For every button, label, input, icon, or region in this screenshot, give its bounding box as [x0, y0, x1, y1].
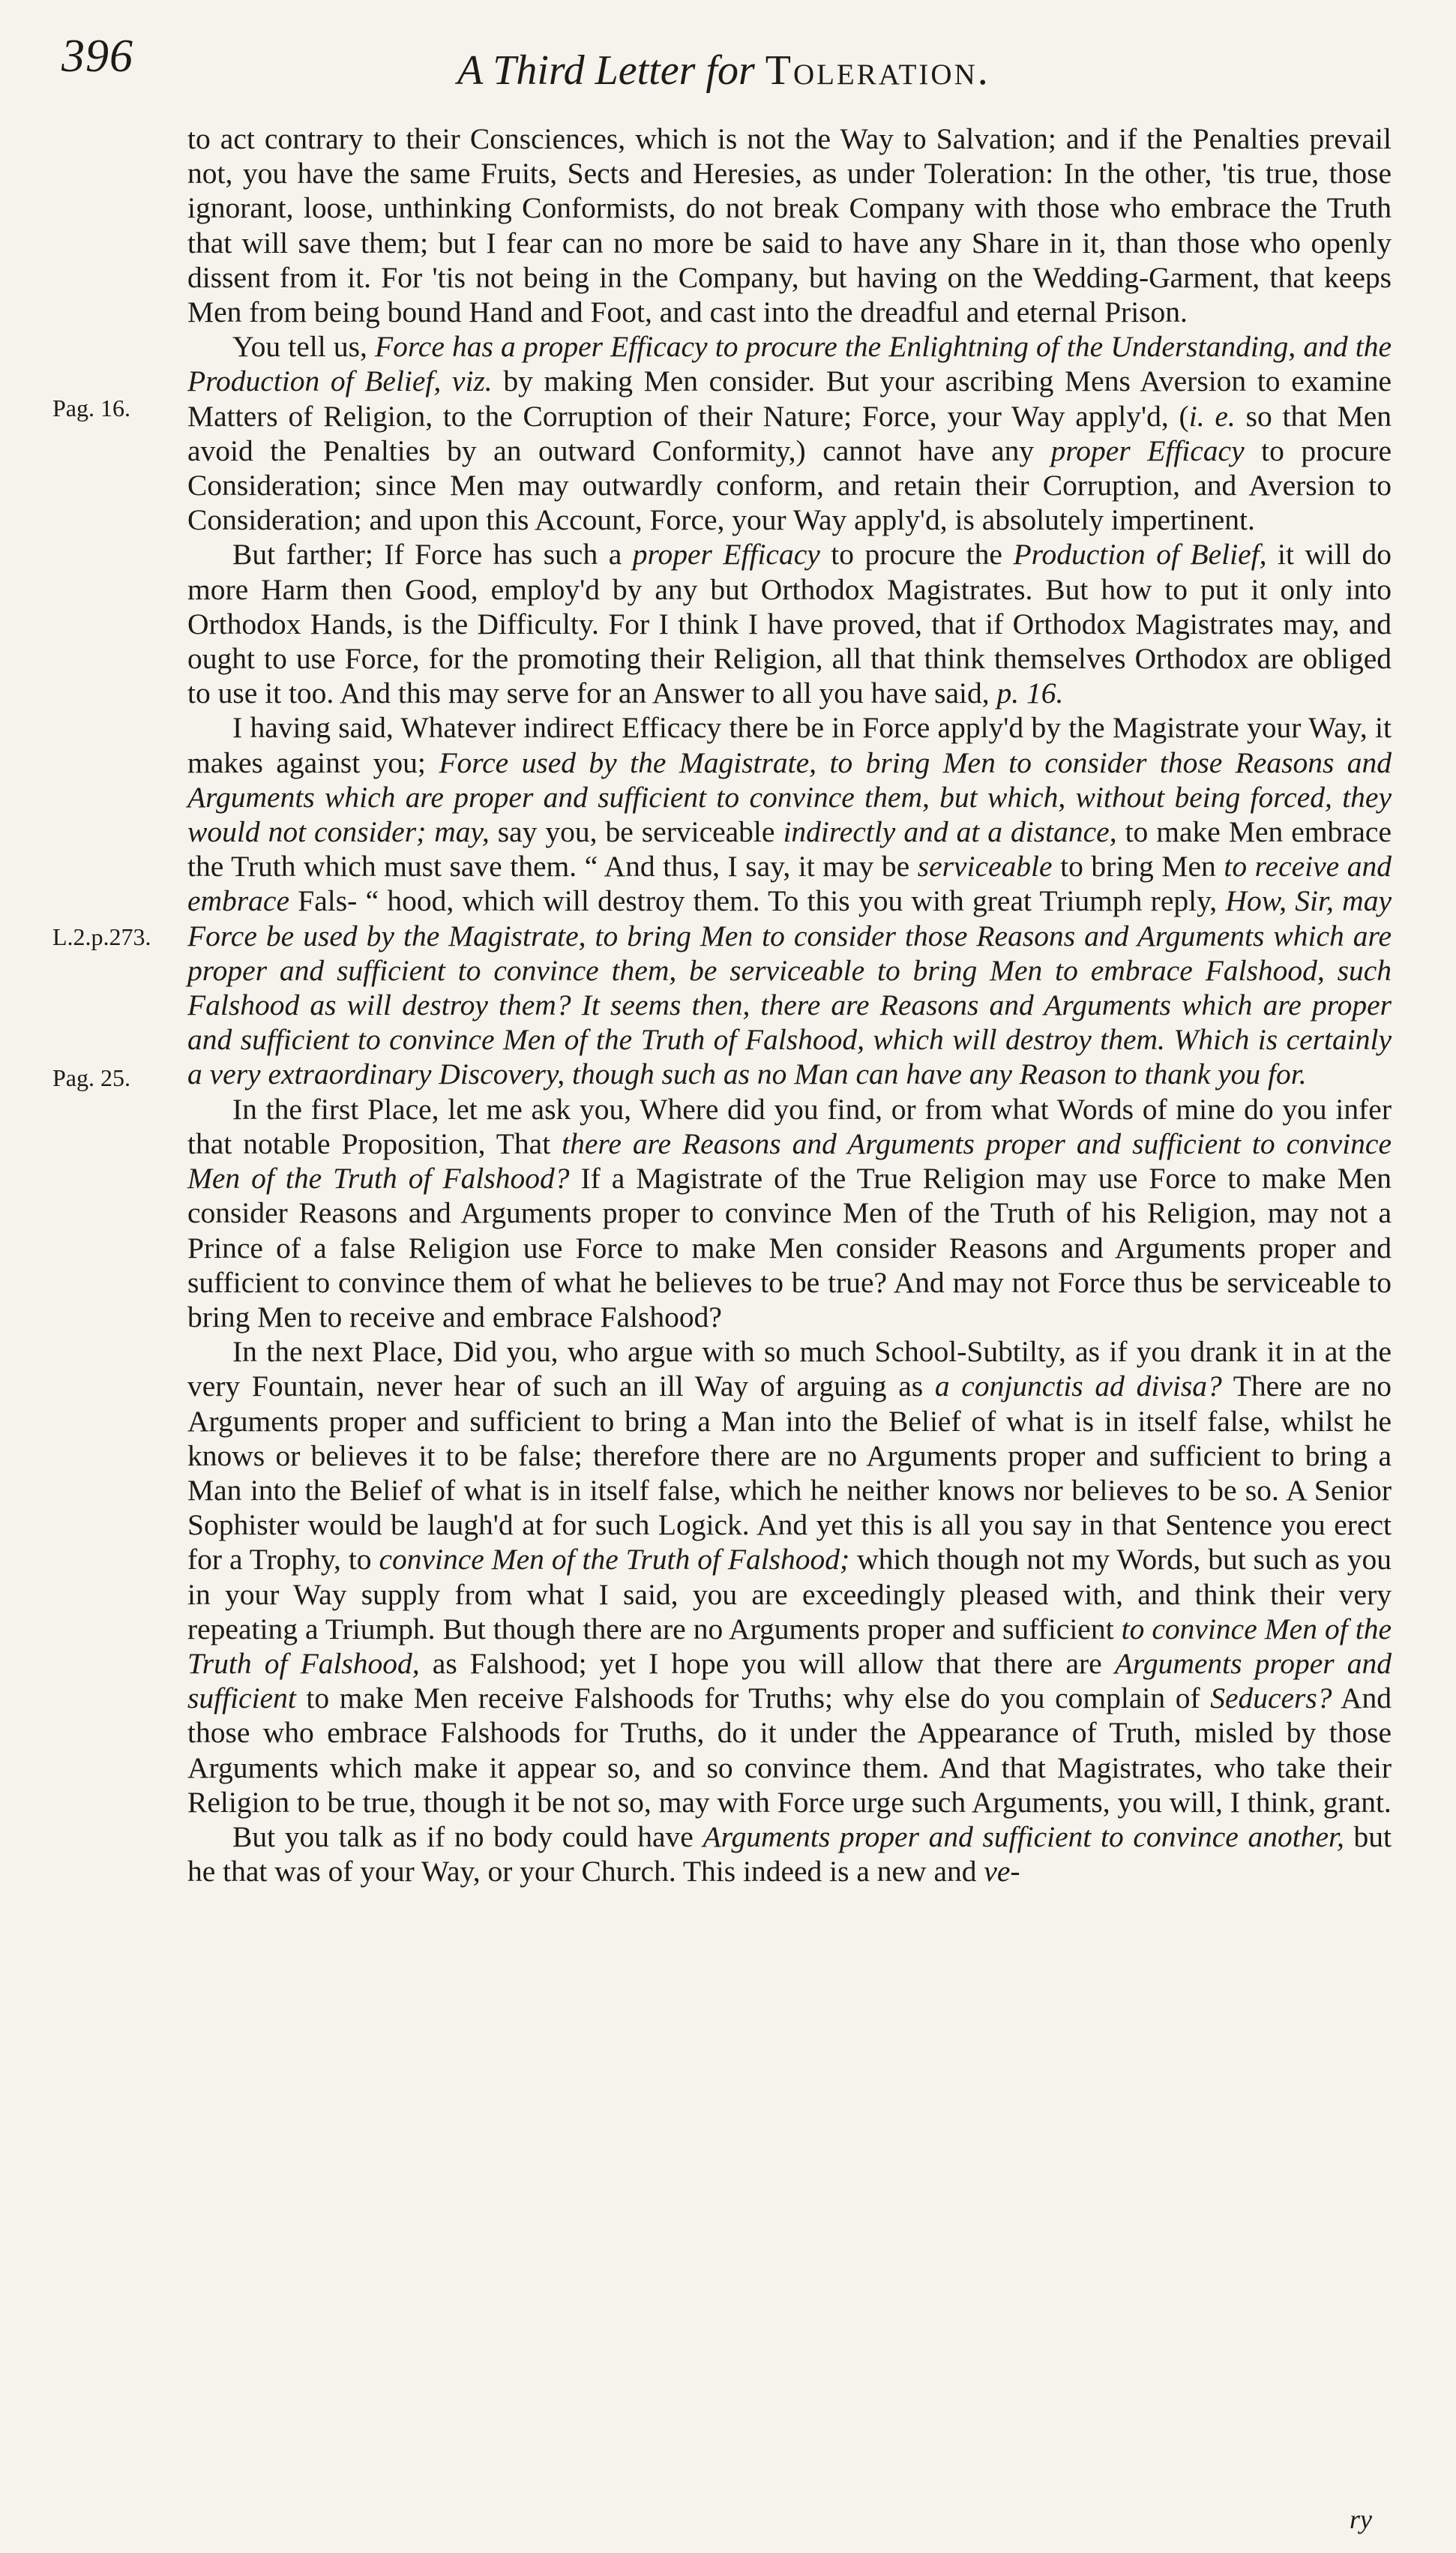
text-run: to procure Consideration; since Men may outwardly conform, and retain their Corruption, and Aversion to Consideration; and upon this Account, Force, your Way apply'd, is absolutely impertinent. [187, 434, 1392, 537]
text-run: which though not my Words, but such as you in your Way supply from what I said, you are exceedingly pleased with, and think their very repeating a Triumph. But though there are no Arguments proper and sufficient [187, 1543, 1392, 1646]
italic-run: a conjunctis ad divisa? [934, 1370, 1222, 1403]
text-run: But you talk as if no body could have [232, 1820, 703, 1853]
paragraph [187, 537, 1392, 710]
running-head-italic: A Third Letter for [457, 47, 755, 94]
text-run: If a Magistrate of the True Religion may use Force to make Men consider Reasons and Arguments proper to convince Men of the Truth of his Religion, may not a Prince of a false Religion use Force to make Men consider Reasons and Arguments proper and sufficient to convince them of what he believes to be true? And may not Force thus be serviceable to bring Men to receive and embrace Falshood? [187, 1162, 1392, 1334]
text-run: to bring Men [1052, 850, 1224, 884]
paragraph [187, 1820, 1392, 1888]
paragraph [187, 1334, 1392, 1820]
italic-run: convince Men of the Truth of Falshood; [379, 1543, 850, 1576]
paragraph [187, 1092, 1392, 1334]
page-number: 396 [61, 31, 133, 82]
text-run: Fals- “ hood, which will destroy them. To this you with great Triumph reply, [289, 884, 1226, 918]
paragraph [187, 710, 1392, 1091]
italic-run: Seducers? [1210, 1682, 1332, 1715]
italic-run: though such as no Man can have any Reason to thank you for. [571, 1058, 1307, 1091]
paragraph [187, 329, 1392, 537]
text-run: so that Men avoid the Penalties by an outward Conformity,) cannot have any [187, 399, 1392, 467]
italic-run: How, Sir, may Force be used by the Magistrate, to bring Men to consider those Reasons and Arguments which are proper and sufficient to convince them, be serviceable to bring Men to embrace Falshood, such Falshood as will destroy them? It seems then, there are Reasons and Arguments which are proper and sufficient to convince Men of the Truth of Falshood, which will destroy them. Which is certainly a very extraordinary Discovery, [187, 884, 1392, 1091]
italic-run: to convince Men of the Truth of Falshood, [187, 1612, 1392, 1680]
text-run: as Falshood; yet I hope you will allow that there are [419, 1646, 1115, 1680]
text-run: I having said, Whatever indirect Efficacy there be in Force apply'd by the Magistrate your Way, it makes against you; [187, 711, 1392, 779]
italic-run: to receive and embrace [187, 850, 1392, 918]
text-run: say you, be serviceable [489, 815, 783, 849]
running-head-caps: Toleration. [765, 47, 990, 94]
margin-note-pag-25: Pag. 25. [52, 1064, 130, 1091]
catchword: ry [1350, 2504, 1372, 2534]
italic-run: Arguments proper and sufficient [187, 1646, 1392, 1715]
italic-run: Force used by the Magistrate, to bring Men to consider those Reasons and Arguments which are proper and sufficient to convince them, but which, without being forced, they would not consider; may, [187, 746, 1392, 849]
italic-run: i. e. [1188, 399, 1236, 433]
text-run: by making Men consider. But your ascribing Mens Aversion to examine Matters of Religion, to the Corruption of their Nature; Force, your Way apply'd, ( [187, 364, 1392, 433]
italic-run: proper Efficacy [632, 538, 820, 572]
text-run: In the next Place, Did you, who argue with so much School-Subtilty, as if you drank it in at the very Fountain, never hear of such an ill Way of arguing as [187, 1335, 1392, 1403]
margin-note-l2-p273: L.2.p.273. [52, 923, 151, 950]
italic-run: indirectly and at a distance, [783, 815, 1117, 849]
italic-run: there are Reasons and Arguments proper and sufficient to convince Men of the Truth of Falshood? [187, 1126, 1392, 1196]
italic-run: p. 16. [996, 676, 1064, 710]
italic-run: Arguments proper and sufficient to convince another, [703, 1820, 1344, 1853]
text-run: to procure the [819, 538, 1014, 572]
margin-note-pag-16: Pag. 16. [52, 394, 130, 422]
body-text [187, 122, 1392, 1888]
text-run: but he that was of your Way, or your Church. This indeed is a new and [187, 1820, 1392, 1888]
italic-run: proper Efficacy [1050, 434, 1245, 467]
italic-run: serviceable [917, 850, 1053, 884]
text-run: to make Men embrace the Truth which must save them. “ And thus, I say, it may be [187, 815, 1392, 884]
text-run: And those who embrace Falshoods for Truths, do it under the Appearance of Truth, misled by those Arguments which make it appear so, and so convince them. And that Magistrates, who take their Religion to be true, though it be not so, may with Force urge such Arguments, you will, I think, grant. [187, 1682, 1392, 1819]
text-run: In the first Place, let me ask you, Where did you find, or from what Words of mine do you infer that notable Proposition, That [187, 1092, 1392, 1160]
text-run: But farther; If Force has such a [232, 538, 633, 572]
italic-run: ve- [984, 1855, 1020, 1888]
text-run: You tell us, [232, 330, 376, 364]
text-run [565, 1058, 572, 1090]
running-head [457, 46, 990, 94]
text-run: to act contrary to their Consciences, which is not the Way to Salvation; and if the Penalties prevail not, you have the same Fruits, Sects and Heresies, as under Toleration: In the other, 'tis true, those ignorant, loose, unthinking Conformists, do not break Company with those who embrace the Truth that will save them; but I fear can no more be said to have any Share in it, than those who openly dissent from it. For 'tis not being in the Company, but having on the Wedding-Garment, that keeps Men from being bound Hand and Foot, and cast into the dreadful and eternal Prison. [187, 122, 1392, 329]
text-run: it will do more Harm then Good, employ'd by any but Orthodox Magistrates. But how to put it only into Orthodox Hands, is the Difficulty. For I think I have proved, that if Orthodox Magistrates may, and ought to use Force, for the promoting their Religion, all that think themselves Orthodox are obliged to use it too. And this may serve for an Answer to all you have said, [187, 538, 1392, 710]
paragraph [187, 122, 1392, 329]
italic-run: Force has a proper Efficacy to procure the Enlightning of the Understanding, and the Production of Belief, viz. [187, 330, 1392, 398]
text-run: There are no Arguments proper and sufficient to bring a Man into the Belief of what is in itself false, whilst he knows or believes it to be false; therefore there are no Arguments proper and sufficient to bring a Man into the Belief of what is in itself false, which he neither knows nor believes to be so. A Senior Sophister would be laugh'd at for such Logick. And yet this is all you say in that Sentence you erect for a Trophy, to [187, 1370, 1392, 1576]
italic-run: Production of Belief, [1013, 538, 1267, 572]
text-run: to make Men receive Falshoods for Truths; why else do you complain of [295, 1682, 1211, 1715]
